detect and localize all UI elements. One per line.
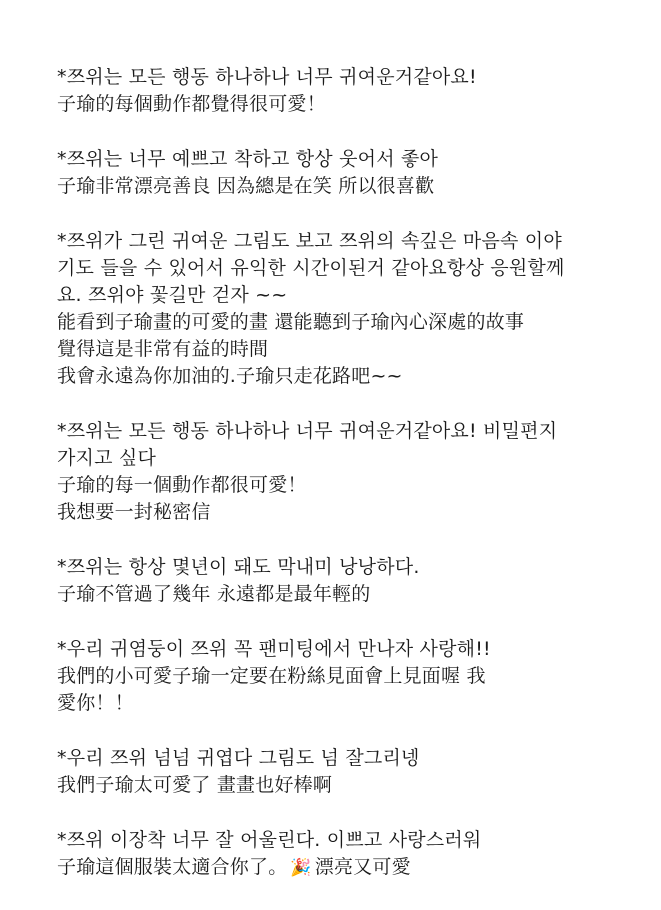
paragraph-8: [57, 827, 627, 882]
korean-line: 요. 쯔위야 꽃길만 걷자 ~~: [57, 284, 288, 306]
chinese-line: 覺得這是非常有益的時間: [57, 338, 269, 360]
chinese-line: 我們的小可愛子瑜一定要在粉絲見面會上見面喔 我: [57, 665, 486, 687]
chinese-line: 我想要一封秘密信: [57, 501, 211, 523]
chinese-line: 能看到子瑜畫的可愛的畫 還能聽到子瑜內心深處的故事: [57, 311, 525, 333]
chinese-text-after-emoji: 漂亮又可愛: [314, 856, 411, 878]
korean-line: *쯔위는 모든 행동 하나하나 너무 귀여운거같아요!: [57, 66, 477, 88]
korean-line: 기도 들을 수 있어서 유익한 시간이된거 같아요항상 응원할께: [57, 257, 565, 279]
paragraph-4: [57, 418, 627, 526]
paragraph-2: [57, 146, 627, 200]
korean-line: *쯔위 이장착 너무 잘 어울린다. 이쁘고 사랑스러워: [57, 829, 482, 851]
paragraph-1: [57, 64, 627, 118]
korean-line: *쯔위는 모든 행동 하나하나 너무 귀여운거같아요! 비밀편지: [57, 420, 558, 442]
chinese-line: 子瑜的每個動作都覺得很可愛！: [57, 93, 326, 115]
korean-line: *쯔위가 그린 귀여운 그림도 보고 쯔위의 속깊은 마음속 이야: [57, 230, 562, 252]
chinese-line: 子瑜的每一個動作都很可愛！: [57, 474, 307, 496]
paragraph-5: [57, 554, 627, 608]
chinese-line-with-emoji: [57, 854, 627, 882]
paragraph-3: [57, 228, 627, 390]
chinese-line: 子瑜不管過了幾年 永遠都是最年輕的: [57, 583, 371, 605]
party-popper-icon: 🎉: [290, 858, 312, 878]
translation-document: [57, 64, 627, 910]
korean-line: *쯔위는 너무 예쁘고 착하고 항상 웃어서 좋아: [57, 148, 439, 170]
chinese-line: 我們子瑜太可愛了 畫畫也好棒啊: [57, 774, 333, 796]
paragraph-6: [57, 636, 627, 717]
korean-line: *쯔위는 항상 몇년이 돼도 막내미 낭낭하다.: [57, 556, 420, 578]
korean-line: 가지고 싶다: [57, 447, 157, 469]
chinese-line: 我會永遠為你加油的.子瑜只走花路吧~~: [57, 365, 403, 387]
chinese-text-before-emoji: 子瑜這個服裝太適合你了。: [57, 856, 288, 878]
korean-line: *우리 귀염둥이 쯔위 꼭 팬미팅에서 만나자 사랑해!!: [57, 638, 491, 660]
korean-line: *우리 쯔위 넘넘 귀엽다 그림도 넘 잘그리넹: [57, 747, 420, 769]
chinese-line: 愛你！！: [57, 692, 134, 714]
paragraph-7: [57, 745, 627, 799]
chinese-line: 子瑜非常漂亮善良 因為總是在笑 所以很喜歡: [57, 175, 435, 197]
